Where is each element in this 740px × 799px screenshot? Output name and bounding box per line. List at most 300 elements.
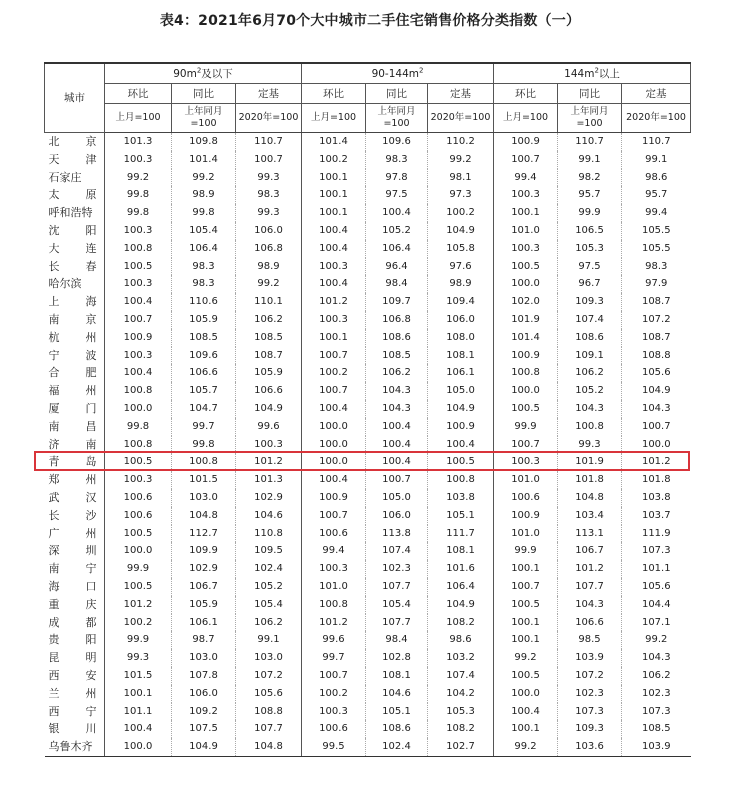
- value-cell: 100.6: [494, 489, 558, 507]
- value-cell: 100.3: [494, 240, 558, 258]
- value-cell: 107.3: [622, 542, 691, 560]
- value-cell: 100.0: [105, 400, 172, 418]
- value-cell: 105.6: [236, 685, 302, 703]
- value-cell: 106.6: [236, 382, 302, 400]
- city-name: 上海: [48, 295, 97, 309]
- value-cell: 100.4: [105, 293, 172, 311]
- value-cell: 100.3: [105, 275, 172, 293]
- value-cell: 100.2: [302, 685, 366, 703]
- value-cell: 100.6: [105, 489, 172, 507]
- value-cell: 106.5: [558, 222, 622, 240]
- value-cell: 99.9: [558, 204, 622, 222]
- city-name: 沈阳: [48, 223, 97, 237]
- value-cell: 101.4: [302, 133, 366, 151]
- value-cell: 100.0: [494, 685, 558, 703]
- value-cell: 99.9: [105, 560, 172, 578]
- value-cell: 100.1: [302, 169, 366, 187]
- value-cell: 102.7: [428, 738, 494, 756]
- value-cell: 100.2: [428, 204, 494, 222]
- value-cell: 105.3: [558, 240, 622, 258]
- value-cell: 99.5: [302, 738, 366, 756]
- city-cell: [45, 703, 105, 721]
- value-cell: 107.4: [428, 667, 494, 685]
- city-cell: [45, 258, 105, 276]
- sub-header-fixed: 定基: [236, 84, 302, 104]
- value-cell: 107.7: [558, 578, 622, 596]
- value-cell: 100.4: [302, 240, 366, 258]
- value-cell: 106.2: [366, 364, 428, 382]
- value-cell: 109.4: [428, 293, 494, 311]
- value-cell: 99.3: [105, 649, 172, 667]
- city-cell: [45, 542, 105, 560]
- value-cell: 100.1: [105, 685, 172, 703]
- city-cell: [45, 133, 105, 151]
- value-cell: 99.2: [494, 649, 558, 667]
- value-cell: 101.4: [172, 151, 236, 169]
- value-cell: 104.9: [428, 596, 494, 614]
- value-cell: 104.9: [428, 400, 494, 418]
- value-cell: 107.4: [366, 542, 428, 560]
- value-cell: 98.9: [428, 275, 494, 293]
- table-row: [45, 667, 691, 685]
- value-cell: 106.1: [172, 614, 236, 632]
- value-cell: 104.8: [558, 489, 622, 507]
- value-cell: 107.7: [366, 614, 428, 632]
- value-cell: 100.2: [105, 614, 172, 632]
- value-cell: 97.9: [622, 275, 691, 293]
- value-cell: 109.3: [558, 293, 622, 311]
- value-cell: 100.4: [302, 471, 366, 489]
- table-row: [45, 631, 691, 649]
- value-cell: 107.2: [622, 311, 691, 329]
- city-cell: [45, 507, 105, 525]
- value-cell: 108.7: [622, 329, 691, 347]
- value-cell: 98.1: [428, 169, 494, 187]
- value-cell: 99.8: [105, 418, 172, 436]
- value-cell: 102.9: [172, 560, 236, 578]
- city-name: 成都: [48, 615, 97, 629]
- value-cell: 100.1: [494, 631, 558, 649]
- city-cell: [45, 596, 105, 614]
- table-row: [45, 329, 691, 347]
- value-cell: 105.1: [366, 703, 428, 721]
- value-cell: 99.2: [105, 169, 172, 187]
- value-cell: 100.4: [105, 364, 172, 382]
- table-row: [45, 596, 691, 614]
- value-cell: 105.6: [622, 578, 691, 596]
- value-cell: 102.8: [366, 649, 428, 667]
- value-cell: 99.2: [172, 169, 236, 187]
- value-cell: 99.3: [236, 204, 302, 222]
- value-cell: 100.7: [494, 436, 558, 454]
- value-cell: 100.9: [494, 507, 558, 525]
- value-cell: 108.1: [428, 542, 494, 560]
- value-cell: 99.3: [236, 169, 302, 187]
- value-cell: 102.3: [558, 685, 622, 703]
- table-body: [45, 133, 691, 757]
- value-cell: 101.0: [302, 578, 366, 596]
- value-cell: 103.4: [558, 507, 622, 525]
- city-name: 乌鲁木齐: [48, 740, 93, 754]
- value-cell: 103.7: [622, 507, 691, 525]
- value-cell: 103.0: [172, 649, 236, 667]
- value-cell: 108.5: [366, 347, 428, 365]
- value-cell: 100.7: [302, 382, 366, 400]
- table-row: [45, 151, 691, 169]
- value-cell: 104.7: [172, 400, 236, 418]
- value-cell: 101.5: [172, 471, 236, 489]
- value-cell: 100.8: [428, 471, 494, 489]
- city-cell: [45, 720, 105, 738]
- base-header-fixed: 2020年=100: [428, 104, 494, 133]
- city-name: 重庆: [48, 597, 97, 611]
- value-cell: 101.6: [428, 560, 494, 578]
- value-cell: 106.4: [428, 578, 494, 596]
- value-cell: 97.6: [428, 258, 494, 276]
- value-cell: 100.4: [302, 222, 366, 240]
- city-name: 天津: [48, 152, 97, 166]
- value-cell: 97.5: [558, 258, 622, 276]
- value-cell: 108.6: [366, 720, 428, 738]
- value-cell: 106.6: [172, 364, 236, 382]
- value-cell: 104.8: [172, 507, 236, 525]
- value-cell: 98.9: [172, 186, 236, 204]
- value-cell: 108.0: [428, 329, 494, 347]
- value-cell: 100.1: [494, 560, 558, 578]
- value-cell: 100.0: [302, 436, 366, 454]
- value-cell: 100.6: [105, 507, 172, 525]
- value-cell: 100.7: [105, 311, 172, 329]
- value-cell: 104.6: [366, 685, 428, 703]
- value-cell: 101.2: [558, 560, 622, 578]
- value-cell: 100.4: [302, 275, 366, 293]
- city-name: 北京: [48, 135, 97, 148]
- value-cell: 110.6: [172, 293, 236, 311]
- base-header-mom: 上月=100: [494, 104, 558, 133]
- table-row: [45, 507, 691, 525]
- city-cell: [45, 418, 105, 436]
- value-cell: 100.1: [494, 204, 558, 222]
- table-row: [45, 293, 691, 311]
- city-name: 长沙: [48, 508, 97, 522]
- table-row: [45, 347, 691, 365]
- group-header-medium: $90-144m^2$: [302, 63, 494, 84]
- value-cell: 106.2: [558, 364, 622, 382]
- value-cell: 100.3: [105, 222, 172, 240]
- city-cell: [45, 453, 105, 471]
- value-cell: 103.8: [622, 489, 691, 507]
- city-cell: [45, 578, 105, 596]
- city-cell: [45, 347, 105, 365]
- value-cell: 104.9: [172, 738, 236, 756]
- city-cell: [45, 525, 105, 543]
- value-cell: 105.6: [622, 364, 691, 382]
- value-cell: 107.4: [558, 311, 622, 329]
- city-cell: [45, 240, 105, 258]
- table-row: [45, 614, 691, 632]
- city-cell: [45, 436, 105, 454]
- city-cell: [45, 631, 105, 649]
- value-cell: 98.6: [428, 631, 494, 649]
- value-cell: 107.7: [366, 578, 428, 596]
- value-cell: 99.6: [302, 631, 366, 649]
- value-cell: 106.0: [428, 311, 494, 329]
- value-cell: 100.8: [105, 382, 172, 400]
- value-cell: 97.3: [428, 186, 494, 204]
- table-row: [45, 204, 691, 222]
- value-cell: 106.8: [366, 311, 428, 329]
- value-cell: 104.3: [622, 400, 691, 418]
- value-cell: 99.8: [105, 186, 172, 204]
- value-cell: 106.4: [366, 240, 428, 258]
- value-cell: 101.3: [105, 133, 172, 151]
- value-cell: 98.3: [236, 186, 302, 204]
- value-cell: 98.5: [558, 631, 622, 649]
- value-cell: 105.9: [172, 311, 236, 329]
- value-cell: 108.6: [558, 329, 622, 347]
- value-cell: 104.6: [236, 507, 302, 525]
- value-cell: 108.6: [366, 329, 428, 347]
- value-cell: 99.4: [302, 542, 366, 560]
- base-header-mom: 上月=100: [105, 104, 172, 133]
- value-cell: 97.5: [366, 186, 428, 204]
- value-cell: 100.6: [302, 525, 366, 543]
- value-cell: 105.8: [428, 240, 494, 258]
- value-cell: 103.2: [428, 649, 494, 667]
- table-row: [45, 542, 691, 560]
- value-cell: 99.8: [172, 204, 236, 222]
- value-cell: 109.3: [558, 720, 622, 738]
- value-cell: 100.5: [494, 667, 558, 685]
- value-cell: 99.2: [622, 631, 691, 649]
- value-cell: 105.1: [428, 507, 494, 525]
- value-cell: 98.3: [172, 258, 236, 276]
- table-row: [45, 453, 691, 471]
- value-cell: 106.0: [236, 222, 302, 240]
- value-cell: 100.3: [302, 560, 366, 578]
- value-cell: 100.7: [236, 151, 302, 169]
- value-cell: 100.0: [302, 453, 366, 471]
- value-cell: 104.9: [622, 382, 691, 400]
- table-row: [45, 471, 691, 489]
- value-cell: 103.8: [428, 489, 494, 507]
- value-cell: 108.7: [236, 347, 302, 365]
- table-row: [45, 720, 691, 738]
- value-cell: 109.9: [172, 542, 236, 560]
- table-row: [45, 382, 691, 400]
- city-name: 广州: [48, 526, 97, 540]
- group-header-small: $90m^2$及以下: [105, 63, 302, 84]
- value-cell: 100.1: [494, 720, 558, 738]
- value-cell: 110.7: [622, 133, 691, 151]
- base-header-mom: 上月=100: [302, 104, 366, 133]
- value-cell: 108.8: [622, 347, 691, 365]
- value-cell: 100.3: [494, 186, 558, 204]
- value-cell: 106.6: [558, 614, 622, 632]
- city-name: 南京: [48, 312, 97, 326]
- value-cell: 101.0: [494, 525, 558, 543]
- value-cell: 100.3: [105, 151, 172, 169]
- value-cell: 104.4: [622, 596, 691, 614]
- city-name: 呼和浩特: [48, 206, 93, 220]
- price-index-table: [44, 62, 691, 757]
- value-cell: 108.2: [428, 614, 494, 632]
- city-name: 太原: [48, 188, 97, 202]
- value-cell: 108.5: [236, 329, 302, 347]
- city-cell: [45, 293, 105, 311]
- value-cell: 100.8: [172, 453, 236, 471]
- value-cell: 100.5: [105, 258, 172, 276]
- base-header-fixed: 2020年=100: [236, 104, 302, 133]
- base-header-yoy: 上年同月=100: [558, 104, 622, 133]
- value-cell: 109.6: [172, 347, 236, 365]
- value-cell: 100.7: [494, 151, 558, 169]
- value-cell: 109.2: [172, 703, 236, 721]
- value-cell: 106.2: [236, 614, 302, 632]
- value-cell: 102.3: [366, 560, 428, 578]
- value-cell: 100.7: [302, 347, 366, 365]
- value-cell: 109.8: [172, 133, 236, 151]
- value-cell: 106.8: [236, 240, 302, 258]
- base-header-fixed: 2020年=100: [622, 104, 691, 133]
- city-cell: [45, 275, 105, 293]
- table-header: [45, 63, 691, 133]
- value-cell: 113.8: [366, 525, 428, 543]
- value-cell: 100.1: [302, 329, 366, 347]
- value-cell: 104.3: [622, 649, 691, 667]
- sub-header-mom: 环比: [302, 84, 366, 104]
- table-row: [45, 169, 691, 187]
- value-cell: 106.2: [236, 311, 302, 329]
- value-cell: 110.8: [236, 525, 302, 543]
- value-cell: 100.8: [494, 364, 558, 382]
- value-cell: 100.3: [494, 453, 558, 471]
- sub-header-fixed: 定基: [622, 84, 691, 104]
- value-cell: 104.3: [558, 400, 622, 418]
- value-cell: 100.5: [105, 525, 172, 543]
- value-cell: 104.9: [428, 222, 494, 240]
- value-cell: 101.8: [558, 471, 622, 489]
- city-name: 海口: [48, 579, 97, 593]
- value-cell: 110.7: [558, 133, 622, 151]
- value-cell: 109.1: [558, 347, 622, 365]
- value-cell: 108.5: [622, 720, 691, 738]
- value-cell: 108.1: [428, 347, 494, 365]
- table-row: [45, 489, 691, 507]
- table-row: [45, 649, 691, 667]
- value-cell: 101.9: [494, 311, 558, 329]
- city-name: 郑州: [48, 473, 97, 487]
- value-cell: 106.0: [366, 507, 428, 525]
- value-cell: 106.0: [172, 685, 236, 703]
- table-row: [45, 738, 691, 756]
- value-cell: 97.8: [366, 169, 428, 187]
- value-cell: 100.4: [105, 720, 172, 738]
- value-cell: 99.8: [172, 436, 236, 454]
- value-cell: 103.0: [172, 489, 236, 507]
- city-cell: [45, 204, 105, 222]
- value-cell: 102.9: [236, 489, 302, 507]
- value-cell: 105.3: [428, 703, 494, 721]
- table-row: [45, 311, 691, 329]
- value-cell: 99.4: [494, 169, 558, 187]
- value-cell: 104.3: [558, 596, 622, 614]
- value-cell: 101.2: [105, 596, 172, 614]
- value-cell: 99.9: [105, 631, 172, 649]
- value-cell: 101.3: [236, 471, 302, 489]
- value-cell: 101.2: [236, 453, 302, 471]
- city-cell: [45, 685, 105, 703]
- table-row: [45, 560, 691, 578]
- value-cell: 104.3: [366, 400, 428, 418]
- city-name: 南宁: [48, 562, 97, 576]
- sub-header-yoy: 同比: [366, 84, 428, 104]
- value-cell: 105.4: [172, 222, 236, 240]
- value-cell: 102.3: [622, 685, 691, 703]
- value-cell: 100.7: [622, 418, 691, 436]
- value-cell: 98.4: [366, 275, 428, 293]
- value-cell: 98.3: [622, 258, 691, 276]
- city-name: 南昌: [48, 419, 97, 433]
- value-cell: 105.9: [236, 364, 302, 382]
- value-cell: 101.5: [105, 667, 172, 685]
- base-header-yoy: 上年同月=100: [172, 104, 236, 133]
- value-cell: 105.0: [428, 382, 494, 400]
- value-cell: 106.7: [558, 542, 622, 560]
- city-name: 贵阳: [48, 633, 97, 647]
- value-cell: 99.8: [105, 204, 172, 222]
- value-cell: 101.8: [622, 471, 691, 489]
- value-cell: 100.5: [494, 596, 558, 614]
- value-cell: 100.4: [428, 436, 494, 454]
- value-cell: 100.6: [302, 720, 366, 738]
- city-header: 城市: [45, 63, 105, 133]
- value-cell: 99.1: [558, 151, 622, 169]
- value-cell: 100.0: [302, 418, 366, 436]
- city-cell: [45, 667, 105, 685]
- value-cell: 98.3: [366, 151, 428, 169]
- value-cell: 98.3: [172, 275, 236, 293]
- value-cell: 99.7: [172, 418, 236, 436]
- value-cell: 110.7: [236, 133, 302, 151]
- value-cell: 96.7: [558, 275, 622, 293]
- value-cell: 99.1: [236, 631, 302, 649]
- value-cell: 100.8: [105, 240, 172, 258]
- value-cell: 107.8: [172, 667, 236, 685]
- city-name: 哈尔滨: [48, 277, 82, 291]
- city-cell: [45, 382, 105, 400]
- value-cell: 99.3: [558, 436, 622, 454]
- value-cell: 101.1: [622, 560, 691, 578]
- value-cell: 109.7: [366, 293, 428, 311]
- city-cell: [45, 614, 105, 632]
- value-cell: 100.4: [366, 453, 428, 471]
- value-cell: 101.0: [494, 471, 558, 489]
- value-cell: 100.5: [105, 453, 172, 471]
- city-cell: [45, 471, 105, 489]
- value-cell: 104.3: [366, 382, 428, 400]
- value-cell: 105.0: [366, 489, 428, 507]
- value-cell: 108.1: [366, 667, 428, 685]
- value-cell: 100.9: [428, 418, 494, 436]
- city-name: 济南: [48, 437, 97, 451]
- city-cell: [45, 311, 105, 329]
- table-row: [45, 222, 691, 240]
- value-cell: 100.5: [494, 258, 558, 276]
- value-cell: 99.2: [236, 275, 302, 293]
- value-cell: 103.0: [236, 649, 302, 667]
- table-row: [45, 133, 691, 151]
